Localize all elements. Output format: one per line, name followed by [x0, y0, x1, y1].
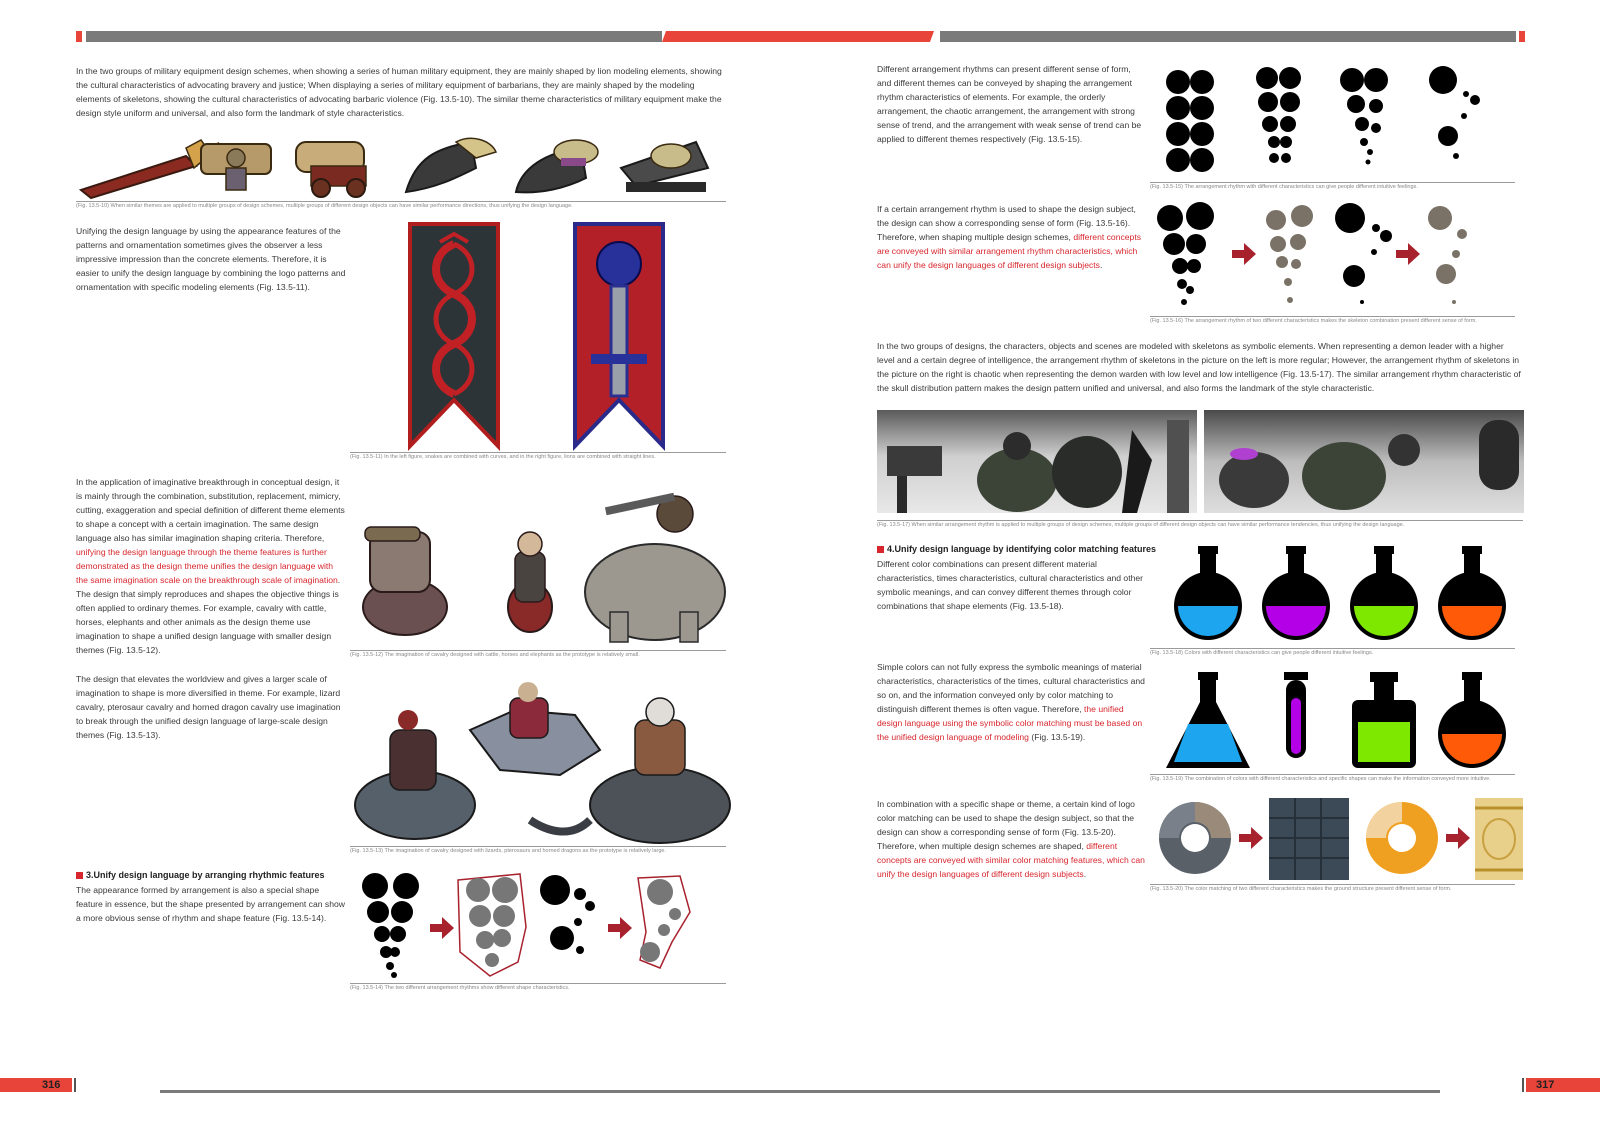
erlenmeyer-flask-icon — [1166, 672, 1250, 768]
skull-cannon-icon — [621, 142, 708, 192]
heading-marker-icon — [76, 872, 83, 879]
demon-warden-scene — [1204, 410, 1524, 513]
cavalry-small-illustration — [350, 492, 730, 647]
right-paragraph-6-highlight: different concepts are conveyed with similar color matching features, which can unify the design languages of different design subjects — [877, 841, 1145, 879]
left-paragraph-4: The design that elevates the worldview and gives a larger scale of imagination to shape is more diversified in theme. For example, lizard cavalry, pterosaur cavalry and horned dragon cavalry use imagination to break through the unified design language of large-scale design themes (Fig. 13.5-13). — [76, 674, 341, 740]
skull-rhythm-illustration — [1150, 204, 1520, 314]
section-heading-3 — [76, 870, 325, 880]
left-paragraph-3-a: In the application of imaginative breakthrough in conceptual design, it is mainly through the combination, substitution, replacement, mimicry, cutting, exaggeration and special definition of different theme elements to shape a concept with a certain imagination. The same design language also has similar imagination shaping criteria. Therefore, — [76, 477, 345, 543]
footer-tick-right — [1522, 1078, 1524, 1092]
cavalry-large-illustration — [350, 670, 730, 850]
orderly-arrangement — [1166, 70, 1214, 172]
arrow-icon — [430, 917, 454, 939]
right-paragraph-2-highlight: different concepts are conveyed with similar arrangement rhythm characteristics, which can unify the design languages of different design subjects — [877, 232, 1142, 270]
right-paragraph-5-a: Simple colors can not fully express the symbolic meanings of material characteristics, characteristics of the times, cultural characteristics and so on, and the information conveyed only by color matching to distinguish different themes is often vague. Therefore, — [877, 662, 1145, 714]
caption-fig-17: (Fig. 13.5-17) When similar arrangement rhythm is applied to multiple groups of design schemes, multiple groups of different design objects can have similar performance tendencies, thus unifying the design language. — [877, 520, 1523, 529]
lizard-rider — [355, 710, 475, 839]
page-number-right: 317 — [1536, 1079, 1555, 1091]
caption-fig-18: (Fig. 13.5-18) Colors with different characteristics can give people different intuitive feelings. — [1150, 648, 1515, 657]
caption-fig-10: (Fig. 13.5-10) When similar themes are applied to multiple groups of design schemes, multiple groups of different design objects can have similar performance directions, thus unifying the design language. — [76, 201, 726, 210]
right-paragraph-6-a: In combination with a specific shape or theme, a certain kind of logo color matching can be used to shape the design subject, so that the design can show a corresponding sense of form (Fig. 13.5-20). Therefore, when multiple design schemes are shaped, — [877, 799, 1135, 851]
right-paragraph-3: In the two groups of designs, the characters, objects and scenes are modeled with skeletons as symbolic elements. When representing a demon leader with a higher level and a certain degree of intelligence, the arrangement rhythm of skeletons in the picture on the left is more regular; However, the arrangement rhythm of skeletons in the picture on the right is chaotic when representing the demon warden with low level and low intelligence (Fig. 13.5-17). The similar arrangement rhythm characteristic of the skull distribution pattern makes the design pattern unified and universal, and also forms the landmark of the style characteristic. — [877, 341, 1521, 393]
left-paragraph-3 — [76, 475, 346, 657]
left-paragraph-2: Unifying the design language by using the appearance features of the patterns and ornamentation sometimes gives the observer a less impressive impression than the concrete elements. Therefore, it is easier to unify the design language by combining the logo patterns and ornamentation with specific modeling elements (Fig. 13.5-11). — [76, 226, 346, 292]
right-paragraph-5 — [877, 660, 1147, 744]
orderly-dots-group — [362, 873, 419, 978]
gold-ring-icon — [1366, 802, 1438, 874]
flask-orange-icon — [1438, 546, 1506, 640]
right-paragraph-6 — [877, 797, 1147, 881]
gold-texture-icon — [1475, 798, 1523, 880]
header-bar-right — [940, 31, 1516, 42]
right-paragraph-2-a: If a certain arrangement rhythm is used to shape the design subject, the design can show a corresponding sense of form (Fig. 13.5-16). Therefore, when shaping multiple design schemes, — [877, 204, 1136, 242]
cannon-icon — [296, 142, 366, 197]
right-paragraph-4: Different color combinations can present different material characteristics, times characteristics, cultural characteristics and other symbolic meanings, and can convey different themes through color combinations that shape elements (Fig. 13.5-18). — [877, 559, 1144, 611]
arrow-icon — [1396, 243, 1420, 265]
round-flasks-illustration — [1160, 546, 1530, 654]
flask-blue-icon — [1174, 546, 1242, 640]
right-paragraph-1: Different arrangement rhythms can present different sense of form, and different themes can be conveyed by shaping the arrangement rhythm characteristics of elements. For example, the orderly arrangement, the chaotic arrangement, the arrangement with strong sense of trend, and the arrangement with weak sense of trend can be applied to different themes respectively (Fig. 13.5-15). — [877, 64, 1142, 144]
strong-trend-arrangement — [1340, 68, 1388, 165]
header-accent-left — [76, 31, 82, 42]
caption-fig-19: (Fig. 13.5-19) The combination of colors with different characteristics and specific shapes can make the information conveyed more intuitive. — [1150, 774, 1515, 783]
revolver-icon — [201, 144, 271, 190]
footer-accent-left — [0, 1078, 72, 1092]
left-paragraph-3-highlight: unifying the design language through the theme features is further demonstrated as the design theme unifies the design language with the same imagination scale on the breakthrough scale of imagination — [76, 547, 338, 585]
snake-banner — [410, 224, 498, 446]
right-paragraph-6-b: . — [1083, 869, 1087, 879]
arrow-icon — [1232, 243, 1256, 265]
arrangement-rhythm-illustration — [350, 872, 730, 982]
chaotic-arrangement — [1256, 67, 1301, 163]
header-bar-left — [86, 31, 662, 42]
skull-blade-icon — [516, 140, 598, 192]
arrow-icon — [608, 917, 632, 939]
square-bottle-icon — [1352, 672, 1416, 768]
gray-ring-icon — [1159, 802, 1231, 874]
rhythm-dots-illustration — [1150, 66, 1520, 181]
demon-leader-scene — [877, 410, 1197, 513]
weak-trend-arrangement — [1429, 66, 1480, 159]
arrow-icon — [1239, 827, 1263, 849]
caption-fig-20: (Fig. 13.5-20) The color matching of two different characteristics makes the ground structure present different sense of form. — [1150, 884, 1515, 893]
section-heading-3-text: 3.Unify design language by arranging rhythmic features — [86, 870, 325, 880]
test-tube-icon — [1284, 672, 1308, 758]
caption-fig-15: (Fig. 13.5-15) The arrangement rhythm with different characteristics can give people different intuitive feelings. — [1150, 182, 1515, 191]
shaped-flasks-illustration — [1160, 672, 1530, 772]
header-bar-center — [662, 31, 934, 42]
color-ring-illustration — [1155, 798, 1525, 883]
banners-illustration — [410, 224, 710, 449]
right-paragraph-5-highlight: the unified design language using the symbolic color matching must be based on the unified design language of modeling — [877, 704, 1143, 742]
header-accent-right — [1519, 31, 1525, 42]
pterosaur-rider — [470, 682, 600, 775]
caption-fig-14: (Fig. 13.5-14) The two different arrangement rhythms show different shape characteristics. — [350, 983, 726, 992]
orderly-dots — [1157, 202, 1214, 305]
right-paragraph-5-b: (Fig. 13.5-19). — [1028, 732, 1086, 742]
chaotic-dots — [1335, 203, 1392, 304]
cattle-rider — [363, 527, 447, 635]
footer-tick-left — [74, 1078, 76, 1092]
horse-rider — [508, 532, 552, 632]
axe-icon — [406, 138, 496, 192]
left-paragraph-3-b: . The design that simply reproduces and shapes the objective things is often applied to ordinary themes. For example, cavalry with cattle, horses, elephants and other animals as the design theme use imagination to shape a unified design language with smaller design themes (Fig. 13.5-12). — [76, 575, 341, 655]
footer-rule — [160, 1090, 1440, 1093]
lion-banner — [575, 224, 663, 446]
stone-texture-icon — [1269, 798, 1349, 880]
left-paragraph-5: The appearance formed by arrangement is also a special shape feature in essence, but the shape presented by arrangement can show a more obvious sense of rhythm and shape feature (Fig. 13.5-14). — [76, 885, 345, 923]
arrow-icon — [1446, 827, 1470, 849]
chaotic-stones-group — [638, 876, 690, 968]
elephant-rider — [585, 493, 725, 642]
page-number-left: 316 — [42, 1079, 61, 1091]
flask-purple-icon — [1262, 546, 1330, 640]
orderly-stones-group — [458, 874, 526, 976]
caption-fig-11: (Fig. 13.5-11) In the left figure, snakes are combined with curves, and in the right figure, lions are combined with straight lines. — [350, 452, 726, 461]
section-heading-4 — [877, 544, 1156, 554]
left-paragraph-1: In the two groups of military equipment design schemes, when showing a series of human military equipment, they are mainly shaped by lion modeling elements, showing the cultural characteristics of advocating bravery and justice; When displaying a series of military equipment of barbarians, they are mainly shaped by the modeling elements of skeletons, showing the cultural characteristics of advocating barbaric violence (Fig. 13.5-10). The similar theme characteristics of military equipment make the design style uniform and universal, and also form the landmark of style characteristics. — [76, 66, 722, 118]
weapons-illustration — [76, 138, 726, 200]
caption-fig-16: (Fig. 13.5-16) The arrangement rhythm of two different characteristics makes the skeleton combination present different sense of form. — [1150, 316, 1515, 325]
heading-marker-icon — [877, 546, 884, 553]
caption-fig-12: (Fig. 13.5-12) The imagination of cavalry designed with cattle, horses and elephants as the prototype is relatively small. — [350, 650, 726, 659]
orderly-skulls — [1266, 205, 1313, 303]
chaotic-skulls — [1428, 206, 1467, 304]
right-paragraph-2 — [877, 202, 1147, 272]
right-paragraph-2-b: . — [1099, 260, 1103, 270]
flask-green-icon — [1350, 546, 1418, 640]
chaotic-dots-group — [540, 875, 595, 954]
caption-fig-13: (Fig. 13.5-13) The imagination of cavalry designed with lizards, pterosaurs and horned dragons as the prototype is relatively large. — [350, 846, 726, 855]
section-heading-4-text: 4.Unify design language by identifying color matching features — [887, 544, 1157, 554]
round-bottle-icon — [1438, 672, 1506, 768]
